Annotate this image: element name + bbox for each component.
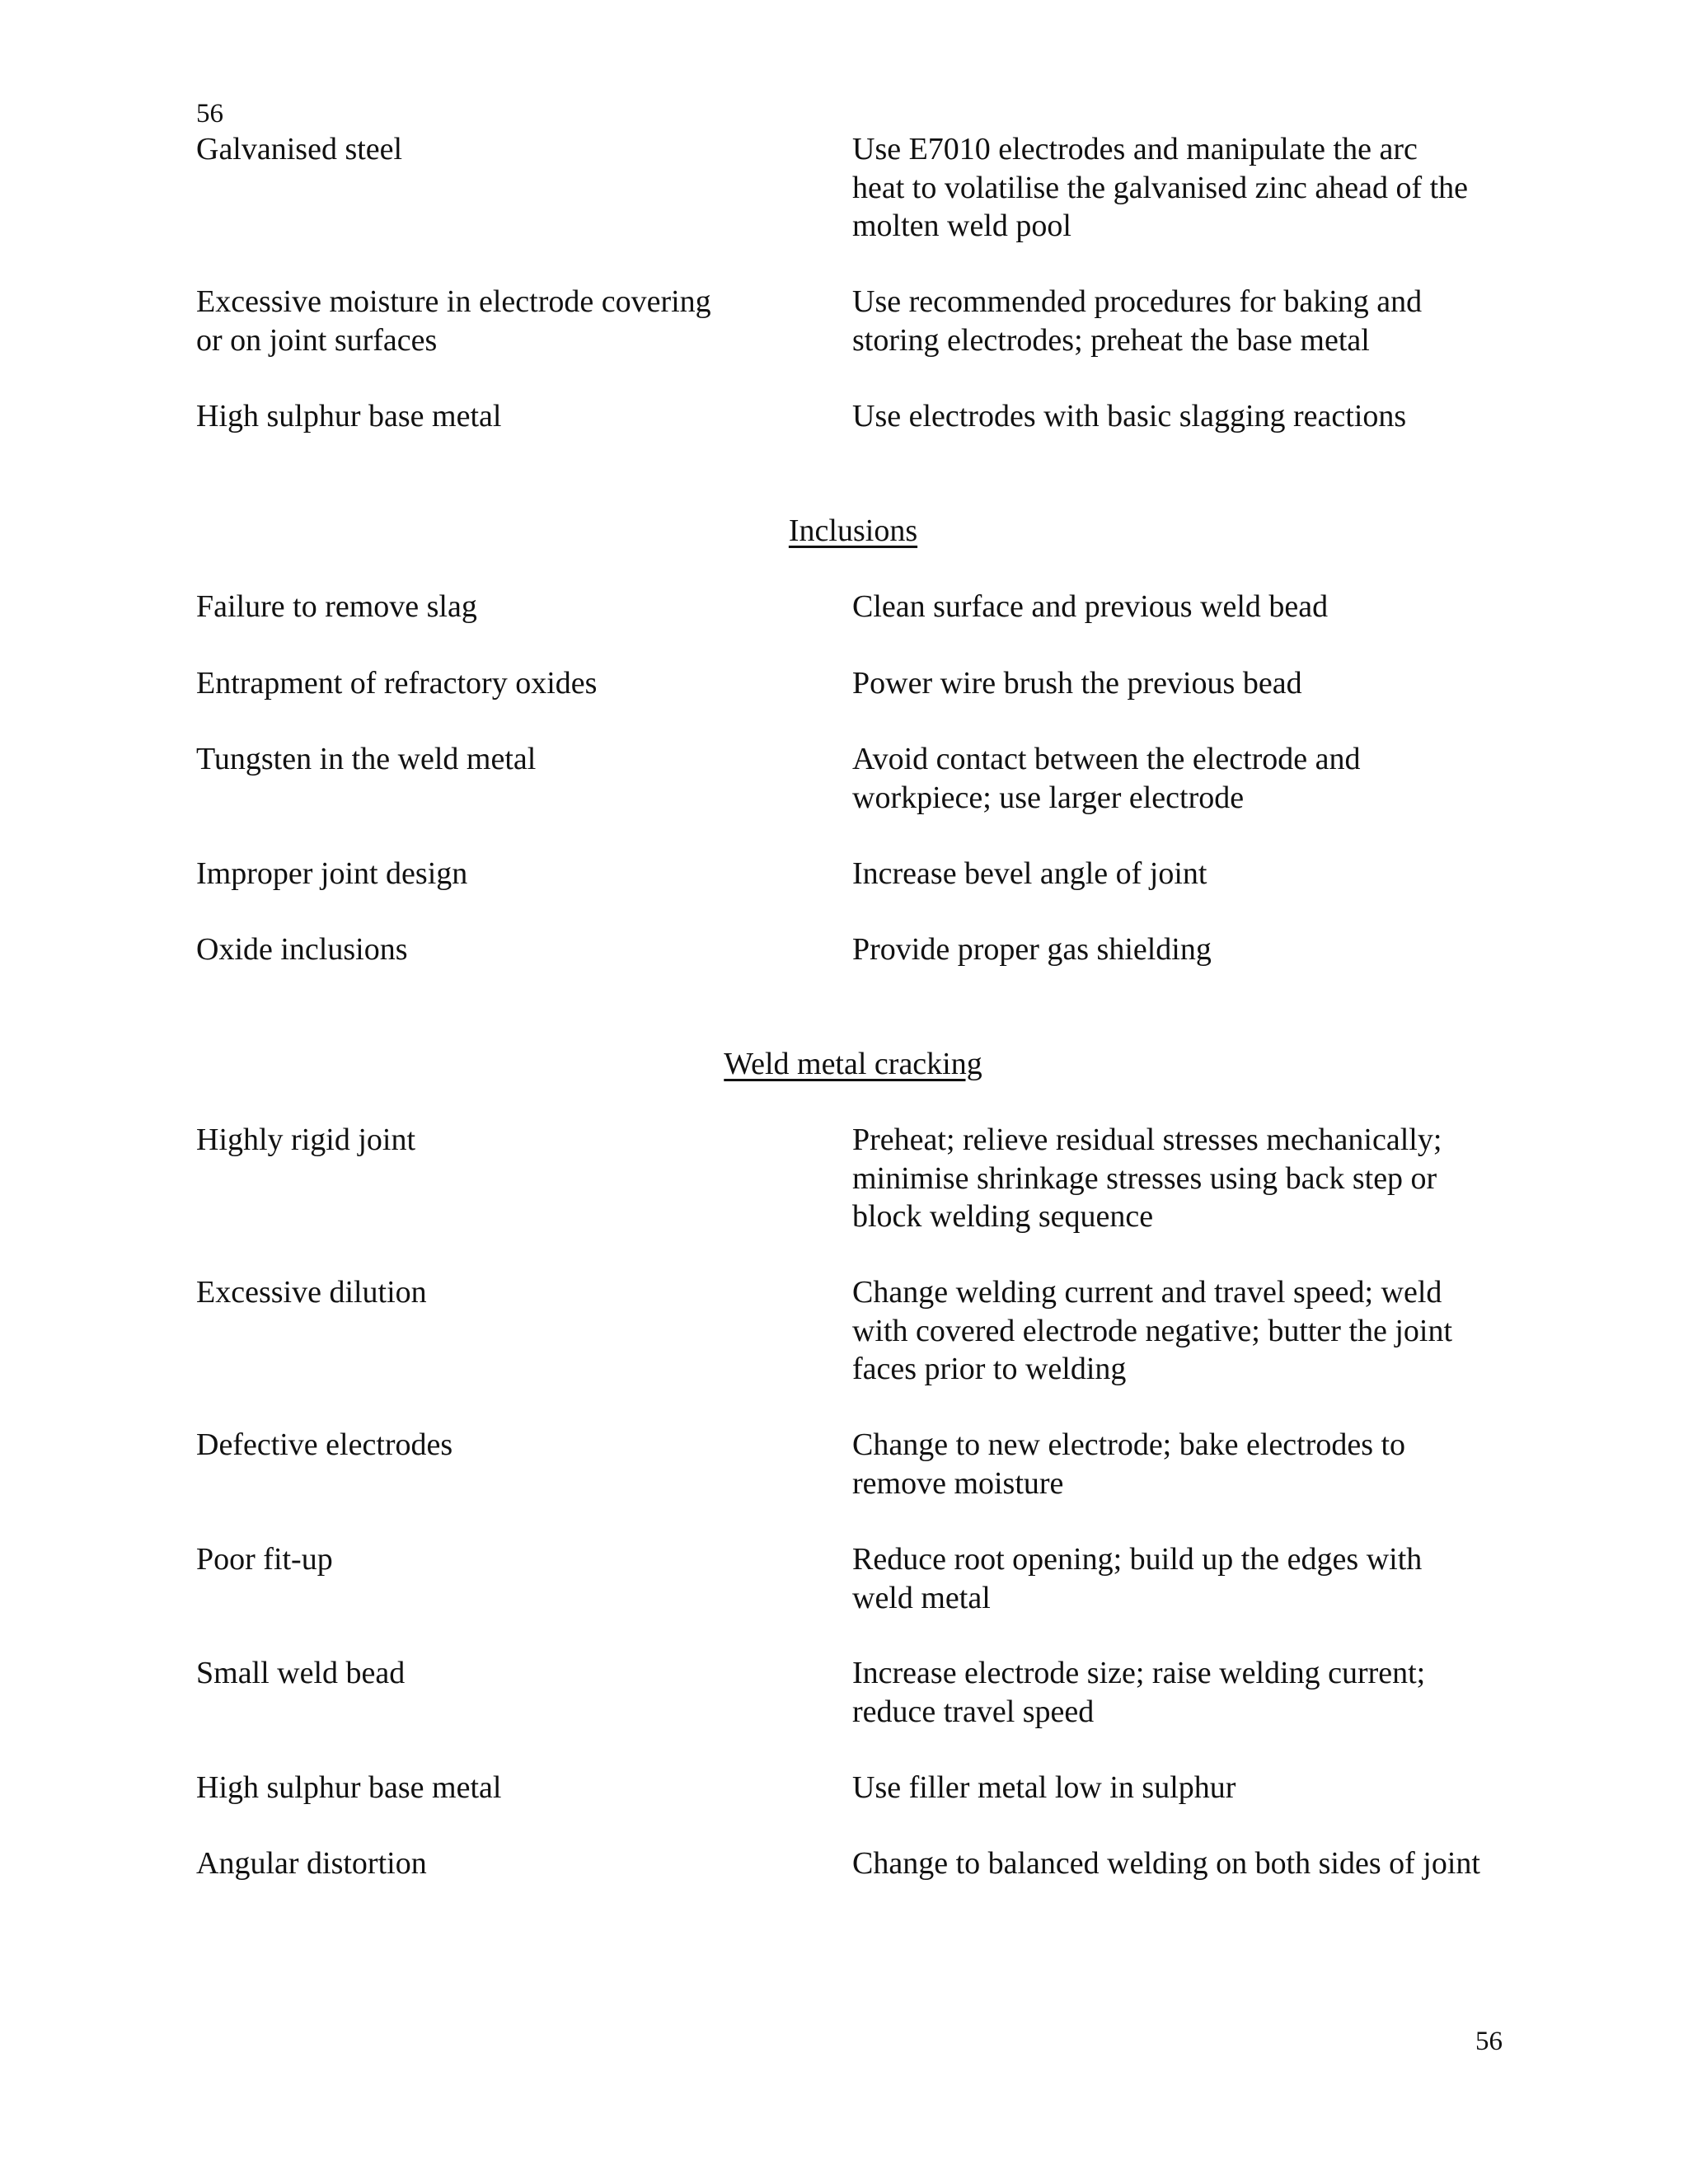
remedy-high-sulphur-cracking: Use filler metal low in sulphur (852, 1770, 1236, 1805)
remedy-high-sulphur-porosity: Use electrodes with basic slagging reactions (852, 399, 1407, 434)
cause-poor-fit-up: Poor fit-up (196, 1542, 333, 1577)
remedy-small-weld-bead: Increase electrode size; raise welding current; reduce travel speed (852, 1656, 1426, 1729)
section-heading-weld-metal-cracking: Weld metal cracking (724, 1047, 982, 1081)
cause-improper-joint-design: Improper joint design (196, 856, 468, 891)
cause-highly-rigid-joint: Highly rigid joint (196, 1122, 415, 1157)
remedy-tungsten: Avoid contact between the electrode and workpiece; use larger electrode (852, 742, 1361, 815)
cause-small-weld-bead: Small weld bead (196, 1656, 406, 1690)
cause-oxide-inclusions: Oxide inclusions (196, 932, 408, 967)
cause-defective-electrodes: Defective electrodes (196, 1427, 453, 1462)
remedy-improper-joint-design: Increase bevel angle of joint (852, 856, 1207, 891)
cause-angular-distortion: Angular distortion (196, 1846, 427, 1881)
cause-high-sulphur-cracking: High sulphur base metal (196, 1770, 502, 1805)
remedy-excessive-moisture: Use recommended procedures for baking and storing electrodes; preheat the base metal (852, 284, 1423, 358)
section-heading-inclusions: Inclusions (788, 513, 918, 548)
cause-galvanised-steel: Galvanised steel (196, 132, 403, 166)
remedy-highly-rigid-joint: Preheat; relieve residual stresses mechanically; minimise shrinkage stresses using back step or block welding sequence (852, 1122, 1442, 1234)
page-number-top: 56 (196, 99, 223, 129)
cause-tungsten: Tungsten in the weld metal (196, 742, 537, 776)
cause-refractory-oxides: Entrapment of refractory oxides (196, 666, 598, 701)
remedy-excessive-dilution: Change welding current and travel speed; weld with covered electrode negative; butter the joint faces prior to welding (852, 1275, 1453, 1386)
cause-excessive-dilution: Excessive dilution (196, 1275, 427, 1310)
remedy-defective-electrodes: Change to new electrode; bake electrodes to remove moisture (852, 1427, 1406, 1501)
cause-excessive-moisture: Excessive moisture in electrode covering or on joint surfaces (196, 284, 711, 358)
cause-high-sulphur-porosity: High sulphur base metal (196, 399, 502, 434)
remedy-galvanised-steel: Use E7010 electrodes and manipulate the arc heat to volatilise the galvanised zinc ahead of the molten weld pool (852, 132, 1469, 243)
cause-failure-remove-slag: Failure to remove slag (196, 589, 477, 624)
remedy-poor-fit-up: Reduce root opening; build up the edges with weld metal (852, 1542, 1423, 1615)
remedy-failure-remove-slag: Clean surface and previous weld bead (852, 589, 1329, 624)
remedy-angular-distortion: Change to balanced welding on both sides of joint (852, 1846, 1480, 1881)
remedy-oxide-inclusions: Provide proper gas shielding (852, 932, 1212, 967)
page-number-bottom: 56 (1475, 2027, 1503, 2056)
remedy-refractory-oxides: Power wire brush the previous bead (852, 666, 1302, 701)
